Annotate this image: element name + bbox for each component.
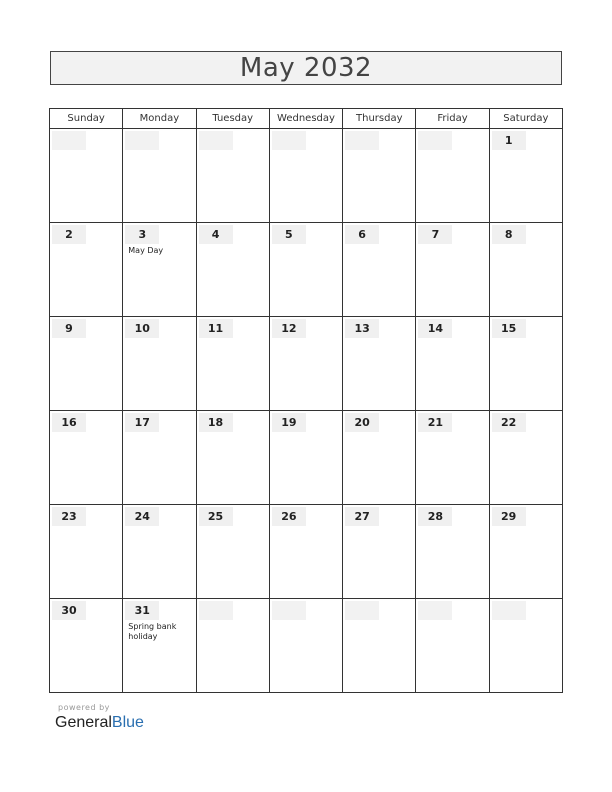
day-number: 22: [492, 413, 526, 432]
day-number: 16: [52, 413, 86, 432]
week-row: [50, 317, 563, 411]
day-number: 9: [52, 319, 86, 338]
day-number: [125, 131, 159, 150]
holiday-label: Spring bank holiday: [128, 622, 177, 641]
day-cell[interactable]: [416, 599, 489, 693]
day-cell[interactable]: [50, 599, 123, 693]
calendar-grid: [49, 108, 563, 693]
day-number: 20: [345, 413, 379, 432]
day-cell[interactable]: [343, 223, 416, 317]
weekday-header: Tuesday: [196, 109, 269, 129]
generalblue-logo[interactable]: [55, 714, 144, 732]
day-number: 3: [125, 225, 159, 244]
day-number: 19: [272, 413, 306, 432]
day-number: 2: [52, 225, 86, 244]
weekday-header: Friday: [416, 109, 489, 129]
day-cell[interactable]: [343, 411, 416, 505]
month-title: May 2032: [239, 53, 373, 83]
day-number: 11: [199, 319, 233, 338]
day-cell[interactable]: [123, 411, 196, 505]
day-cell[interactable]: [343, 317, 416, 411]
day-number: 15: [492, 319, 526, 338]
day-number: 25: [199, 507, 233, 526]
day-number: 18: [199, 413, 233, 432]
weekday-header: Sunday: [50, 109, 123, 129]
day-cell[interactable]: [123, 129, 196, 223]
day-number: 7: [418, 225, 452, 244]
day-number: 17: [125, 413, 159, 432]
calendar-weeks: [50, 129, 563, 693]
day-cell[interactable]: [343, 129, 416, 223]
day-number: 31: [125, 601, 159, 620]
weekday-header-row: [50, 109, 563, 129]
day-number: 6: [345, 225, 379, 244]
day-number: 21: [418, 413, 452, 432]
day-cell[interactable]: [489, 223, 562, 317]
day-cell[interactable]: [489, 129, 562, 223]
day-number: 23: [52, 507, 86, 526]
day-number: 13: [345, 319, 379, 338]
day-cell[interactable]: [489, 599, 562, 693]
powered-by-text: powered by: [58, 703, 110, 712]
day-number: [52, 131, 86, 150]
day-cell[interactable]: [269, 599, 342, 693]
week-row: [50, 223, 563, 317]
day-cell[interactable]: [343, 599, 416, 693]
day-cell[interactable]: [196, 317, 269, 411]
day-cell[interactable]: [50, 223, 123, 317]
month-title-bar: [50, 51, 562, 85]
week-row: [50, 411, 563, 505]
day-cell[interactable]: [489, 505, 562, 599]
weekday-header: Saturday: [489, 109, 562, 129]
day-number: 30: [52, 601, 86, 620]
week-row: [50, 129, 563, 223]
day-number: 12: [272, 319, 306, 338]
weekday-header: Thursday: [343, 109, 416, 129]
day-number: [345, 601, 379, 620]
day-cell[interactable]: [123, 599, 196, 693]
week-row: [50, 599, 563, 693]
day-cell[interactable]: [489, 411, 562, 505]
day-cell[interactable]: [269, 411, 342, 505]
day-cell[interactable]: [416, 411, 489, 505]
day-number: 4: [199, 225, 233, 244]
day-cell[interactable]: [269, 223, 342, 317]
day-number: [199, 601, 233, 620]
day-number: 5: [272, 225, 306, 244]
day-number: [418, 131, 452, 150]
day-cell[interactable]: [416, 223, 489, 317]
day-cell[interactable]: [50, 411, 123, 505]
day-number: 14: [418, 319, 452, 338]
day-cell[interactable]: [196, 505, 269, 599]
day-cell[interactable]: [196, 223, 269, 317]
day-cell[interactable]: [123, 317, 196, 411]
day-number: [345, 131, 379, 150]
day-number: 26: [272, 507, 306, 526]
weekday-header: Wednesday: [269, 109, 342, 129]
brand-general: General: [55, 714, 112, 731]
day-cell[interactable]: [489, 317, 562, 411]
day-number: 27: [345, 507, 379, 526]
day-cell[interactable]: [416, 317, 489, 411]
weekday-header: Monday: [123, 109, 196, 129]
day-number: [272, 601, 306, 620]
day-cell[interactable]: [50, 317, 123, 411]
day-number: [418, 601, 452, 620]
day-number: 29: [492, 507, 526, 526]
day-number: [272, 131, 306, 150]
day-cell[interactable]: [196, 411, 269, 505]
day-cell[interactable]: [123, 505, 196, 599]
day-cell[interactable]: [416, 129, 489, 223]
day-cell[interactable]: [50, 129, 123, 223]
day-number: 28: [418, 507, 452, 526]
day-number: [492, 601, 526, 620]
day-number: 8: [492, 225, 526, 244]
day-cell[interactable]: [416, 505, 489, 599]
day-cell[interactable]: [196, 129, 269, 223]
day-cell[interactable]: [343, 505, 416, 599]
day-cell[interactable]: [269, 505, 342, 599]
day-cell[interactable]: [269, 317, 342, 411]
day-cell[interactable]: [196, 599, 269, 693]
day-number: 10: [125, 319, 159, 338]
day-cell[interactable]: [269, 129, 342, 223]
week-row: [50, 505, 563, 599]
day-number: 1: [492, 131, 526, 150]
day-cell[interactable]: [50, 505, 123, 599]
day-number: 24: [125, 507, 159, 526]
brand-blue: Blue: [111, 714, 144, 731]
day-number: [199, 131, 233, 150]
holiday-label: May Day: [128, 246, 164, 255]
day-cell[interactable]: [123, 223, 196, 317]
